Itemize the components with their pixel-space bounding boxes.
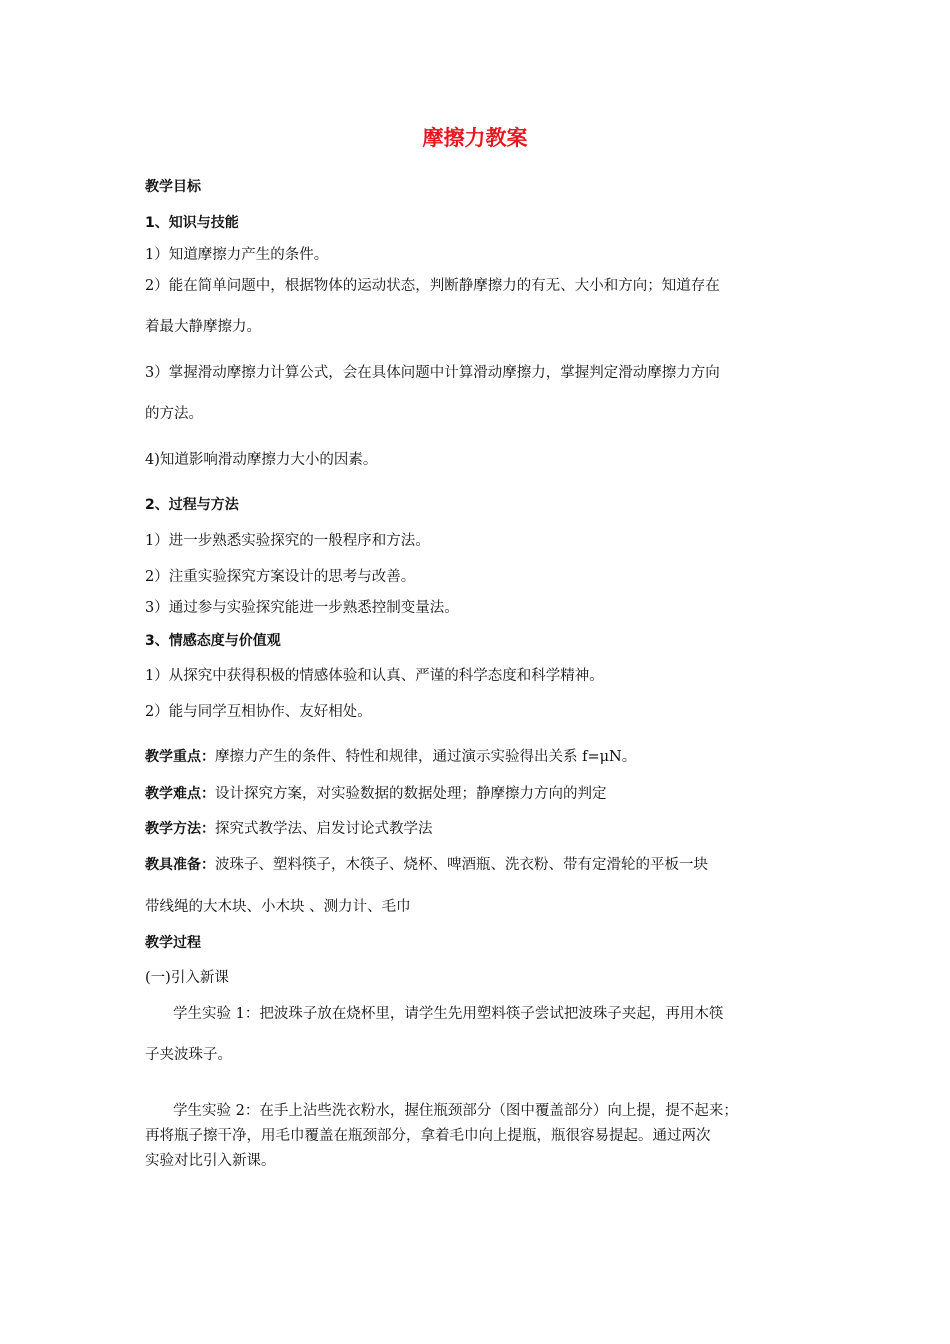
difficulties-line (145, 785, 607, 803)
key-points-line (145, 748, 636, 766)
experiment1-line: 学生实验 1：把波珠子放在烧杯里，请学生先用塑料筷子尝试把波珠子夹起，再用木筷 (173, 1006, 724, 1022)
equipment-line (145, 856, 708, 874)
section3-item: 1）从探究中获得积极的情感体验和认真、严谨的科学态度和科学精神。 (145, 668, 604, 684)
process-heading: 教学过程 (145, 935, 201, 951)
section1-item: 1）知道摩擦力产生的条件。 (145, 247, 329, 263)
experiment2-line: 学生实验 2：在手上沾些洗衣粉水，握住瓶颈部分（图中覆盖部分）向上提，提不起来； (173, 1103, 738, 1119)
section1-item: 3）掌握滑动摩擦力计算公式，会在具体问题中计算滑动摩擦力，掌握判定滑动摩擦力方向 (145, 365, 720, 381)
page-title: 摩擦力教案 (422, 126, 528, 150)
equipment-text: 波珠子、塑料筷子，木筷子、烧杯、啤酒瓶、洗衣粉、带有定滑轮的平板一块 (215, 857, 708, 873)
section1-item: 4)知道影响滑动摩擦力大小的因素。 (145, 452, 378, 468)
key-points-label: 教学重点： (145, 749, 215, 765)
key-points-text: 摩擦力产生的条件、特性和规律，通过演示实验得出关系 f=μN。 (215, 749, 637, 765)
section2-item: 3）通过参与实验探究能进一步熟悉控制变量法。 (145, 600, 459, 616)
section3-item: 2）能与同学互相协作、友好相处。 (145, 704, 372, 720)
equipment-line-2: 带线绳的大木块、小木块 、测力计、毛巾 (145, 899, 411, 915)
section3-heading: 3、情感态度与价值观 (145, 633, 281, 649)
equipment-label: 教具准备： (145, 857, 215, 873)
section1-heading: 1、知识与技能 (145, 215, 239, 231)
section1-item: 2）能在简单问题中，根据物体的运动状态，判断静摩擦力的有无、大小和方向；知道存在 (145, 278, 720, 294)
section1-item: 的方法。 (145, 406, 203, 422)
section1-item: 着最大静摩擦力。 (145, 319, 261, 335)
section2-item: 2）注重实验探究方案设计的思考与改善。 (145, 569, 416, 585)
section2-item: 1）进一步熟悉实验探究的一般程序和方法。 (145, 533, 430, 549)
intro-heading: (一)引入新课 (145, 970, 229, 986)
experiment2-line: 再将瓶子擦干净，用毛巾覆盖在瓶颈部分，拿着毛巾向上提瓶，瓶很容易提起。通过两次 (145, 1128, 711, 1144)
difficulties-text: 设计探究方案，对实验数据的数据处理；静摩擦力方向的判定 (215, 786, 607, 802)
section2-heading: 2、过程与方法 (145, 497, 239, 513)
methods-text: 探究式教学法、启发讨论式教学法 (215, 821, 433, 837)
experiment2-line: 实验对比引入新课。 (145, 1153, 276, 1169)
methods-label: 教学方法： (145, 821, 215, 837)
goals-heading: 教学目标 (145, 179, 201, 195)
difficulties-label: 教学难点： (145, 786, 215, 802)
experiment1-line: 子夹波珠子。 (145, 1047, 232, 1063)
methods-line (145, 820, 433, 838)
